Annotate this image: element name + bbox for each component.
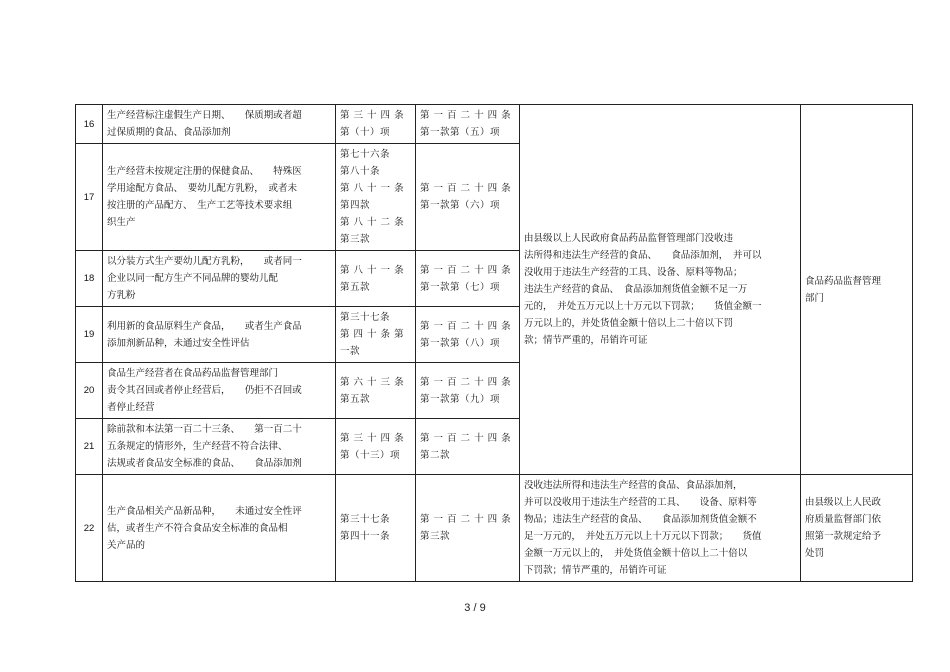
legal-basis: 第三十七条 第四十一条 (336, 475, 416, 582)
violation-description: 除前款和本法第一百二十三条、 第一百二十 五条规定的情形外，生产经营不符合法律、 法规或者食品安全标准的食品、 食品添加剂 (103, 419, 336, 475)
legal-basis: 第七十六条 第八十条 第 八 十 一 条 第四款 第 八 十 二 条 第三款 (336, 144, 416, 251)
legal-basis: 第 三 十 四 条 第（十三）项 (336, 419, 416, 475)
legal-basis: 第三十七条 第 四 十 条 第 一款 (336, 307, 416, 363)
table-row (76, 105, 913, 144)
penalty-basis: 第 一 百 二 十 四 条 第一款第（七）项 (416, 251, 520, 307)
page-number: 3 / 9 (464, 602, 486, 614)
row-number: 20 (76, 363, 103, 419)
violation-description: 食品生产经营者在食品药品监督管理部门 责令其召回或者停止经营后， 仍拒不召回或 者停止经营 (103, 363, 336, 419)
violation-description: 以分装方式生产要幼儿配方乳粉， 或者同一 企业以同一配方生产不同品牌的婴幼儿配 方乳粉 (103, 251, 336, 307)
enforcement-authority: 由县级以上人民政 府质量监督部门依 照第一款规定给予 处罚 (801, 475, 913, 582)
row-number: 16 (76, 105, 103, 144)
enforcement-authority: 食品药品监督管理 部门 (801, 105, 913, 475)
violation-description: 生产经营标注虚假生产日期、 保质期或者超 过保质期的食品、食品添加剂 (103, 105, 336, 144)
legal-basis: 第 六 十 三 条 第五款 (336, 363, 416, 419)
legal-basis: 第 三 十 四 条 第（十）项 (336, 105, 416, 144)
violation-description: 利用新的食品原料生产食品， 或者生产食品 添加剂新品种，未通过安全性评估 (103, 307, 336, 363)
row-number: 17 (76, 144, 103, 251)
legal-basis: 第 八 十 一 条 第五款 (336, 251, 416, 307)
violation-description: 生产食品相关产品新品种， 未通过安全性评 估，或者生产不符合食品安全标准的食品相 关产品的 (103, 475, 336, 582)
penalty-basis: 第 一 百 二 十 四 条 第二款 (416, 419, 520, 475)
penalty-basis: 第 一 百 二 十 四 条 第一款第（九）项 (416, 363, 520, 419)
row-number: 22 (76, 475, 103, 582)
table-row (76, 475, 913, 582)
penalty-basis: 第 一 百 二 十 四 条 第一款第（五）项 (416, 105, 520, 144)
penalty-provision: 由县级以上人民政府食品药品监督管理部门没收违 法所得和违法生产经营的食品、 食品添加剂， 并可以 没收用于违法生产经营的工具、设备、原料等物品； 违法生产经营的食品、 食品添加剂货值金额不足一万 元的， 并处五万元以上十万元以下罚款； 货值金额一 万元以上的，并处货值金额十倍以上二十倍以下罚 款；情节严重的，吊销许可证 (520, 105, 801, 475)
violation-description: 生产经营未按规定注册的保健食品、 特殊医 学用途配方食品、 要幼儿配方乳粉， 或者未 按注册的产品配方、 生产工艺等技术要求组 织生产 (103, 144, 336, 251)
row-number: 18 (76, 251, 103, 307)
penalty-basis: 第 一 百 二 十 四 条 第一款第（八）项 (416, 307, 520, 363)
penalty-table (75, 104, 913, 582)
penalty-basis: 第 一 百 二 十 四 条 第一款第（六）项 (416, 144, 520, 251)
row-number: 21 (76, 419, 103, 475)
row-number: 19 (76, 307, 103, 363)
penalty-provision: 没收违法所得和违法生产经营的食品、食品添加剂， 并可以没收用于违法生产经营的工具、 设备、原料等 物品；违法生产经营的食品、 食品添加剂货值金额不 足一万元的， 并处五万元以上十万元以下罚款； 货值 金额一万元以上的， 并处货值金额十倍以上二十倍以 下罚款；情节严重的，吊销许可证 (520, 475, 801, 582)
penalty-basis: 第 一 百 二 十 四 条 第三款 (416, 475, 520, 582)
